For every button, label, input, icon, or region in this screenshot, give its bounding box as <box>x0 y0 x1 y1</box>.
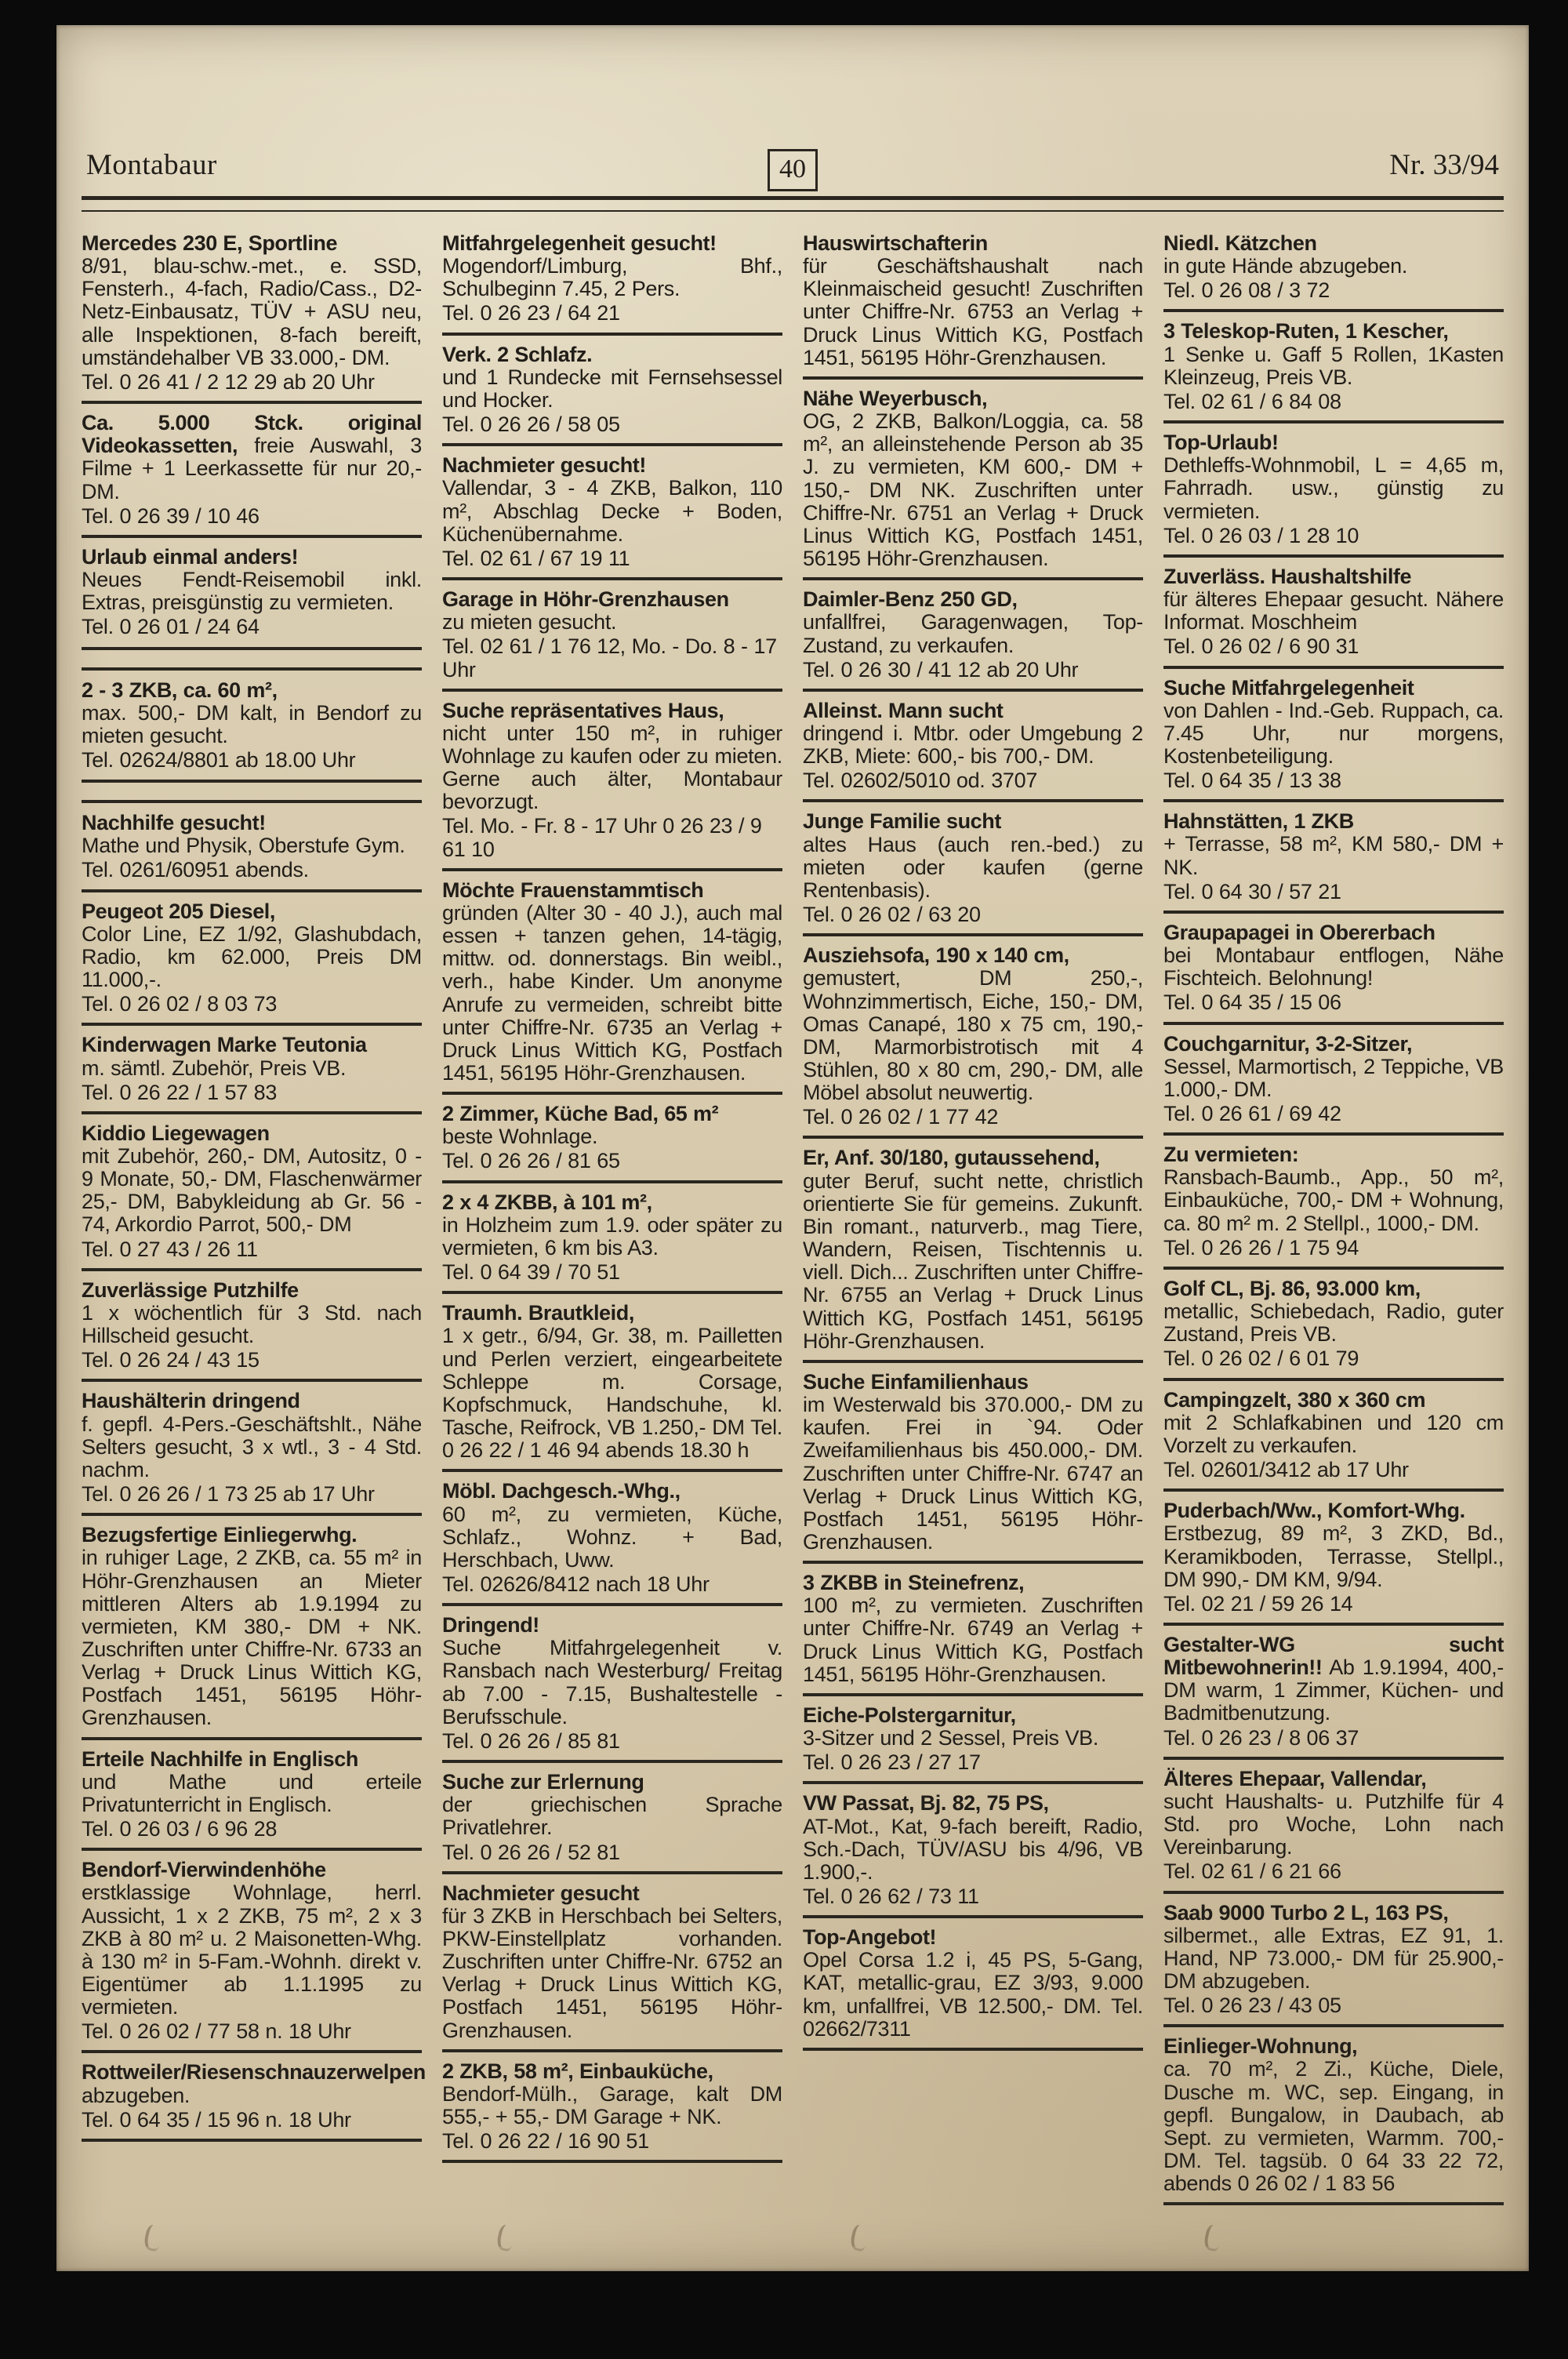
ad-divider <box>82 1023 422 1026</box>
punch-mark <box>849 2223 869 2252</box>
ad-phone: Tel. 0 26 26 / 58 05 <box>442 413 620 437</box>
ad-title: Suche Einfamilienhaus <box>803 1369 1029 1394</box>
classified-ad <box>442 879 782 1085</box>
ad-column-2 <box>442 232 782 2171</box>
ad-divider <box>803 1693 1143 1696</box>
ad-text: mit Zubehör, 260,- DM, Autositz, 0 - 9 Monate, 50,- DM, Flaschenwärmer 25,- DM, Babykleidung ab Gr. 56 - 74, Arkordio Parrot, 500,- DM <box>82 1144 422 1237</box>
ad-text: guter Beruf, sucht nette, christlich orientierte Sie für gemeins. Zukunft. Bin romant., naturverb., mag Tiere, Wandern, Reisen, Tischtennis u. viell. Dich... Zuschriften unter Chiffre-Nr. 6755 an Verlag + Druck Linus Wittich KG, Postfach 1451, 56195 Höhr-Grenzhausen. <box>803 1169 1143 1353</box>
ad-divider <box>82 780 422 803</box>
ad-text: dringend i. Mtbr. oder Umgebung 2 ZKB, Miete: 600,- bis 700,- DM. <box>803 721 1143 769</box>
ad-divider <box>803 1561 1143 1564</box>
ad-text: abzugeben. <box>82 2083 191 2107</box>
page-header <box>56 25 1529 196</box>
ad-divider <box>82 1737 422 1740</box>
ad-phone: Tel. 02601/3412 ab 17 Uhr <box>1163 1458 1409 1482</box>
ad-phone: Tel. 0 27 43 / 26 11 <box>82 1237 258 1261</box>
ad-divider <box>442 1092 782 1095</box>
classified-ad <box>1163 1634 1504 1750</box>
classified-ad <box>803 387 1143 570</box>
ad-title: Bezugsfertige Einliegerwhg. <box>82 1523 358 1547</box>
ad-phone: Tel. 0 26 41 / 2 12 29 ab 20 Uhr <box>82 369 375 394</box>
ad-title: Hahnstätten, 1 ZKB <box>1163 809 1354 834</box>
ad-title: Bendorf-Vierwindenhöhe <box>82 1858 326 1882</box>
ad-divider <box>82 647 422 671</box>
ad-divider <box>442 443 782 446</box>
ad-text: erstklassige Wohnlage, herrl. Aussicht, 1 x 2 ZKB, 75 m², 2 x 3 ZKB à 80 m² u. 2 Maisonetten-Whg. à 130 m² in 5-Fam.-Wohnh. direkt v. Eigentümer ab 1.1.1995 zu vermieten. <box>82 1881 422 2019</box>
classified-ad <box>803 1371 1143 1554</box>
ad-title: Kinderwagen Marke Teutonia <box>82 1033 367 1057</box>
classified-ad <box>1163 2035 1504 2195</box>
punch-mark <box>495 2223 516 2252</box>
classified-ad <box>803 1147 1143 1352</box>
ad-divider <box>442 1871 782 1874</box>
ad-text: 60 m², zu vermieten, Küche, Schlafz., Wohnz. + Bad, Herschbach, Uww. <box>442 1502 782 1572</box>
ad-title: Älteres Ehepaar, Vallendar, <box>1163 1766 1427 1790</box>
ad-phone: Tel. 0 26 26 / 81 65 <box>442 1149 620 1173</box>
ad-title: Nachmieter gesucht <box>442 1881 640 1905</box>
ad-title: Ausziehsofa, 190 x 140 cm, <box>803 943 1069 968</box>
ad-title: Möchte Frauenstammtisch <box>442 878 704 902</box>
classified-ad <box>82 900 422 1016</box>
ad-divider <box>1163 1378 1504 1381</box>
header-divider <box>82 196 1504 212</box>
ad-phone: Tel. 02602/5010 od. 3707 <box>803 769 1038 793</box>
ad-title: Ca. 5.000 Stck. original Videokassetten, <box>82 411 422 458</box>
ad-phone: Tel. 0 26 03 / 1 28 10 <box>1163 523 1359 547</box>
ad-text: im Westerwald bis 370.000,- DM zu kaufen. Frei in `94. Oder Zweifamilienhaus bis 450.000,- DM. Zuschriften unter Chiffre-Nr. 6747 an Verlag + Druck Linus Wittich KG, Postfach 1451, 56195 Höhr-Grenzhausen. <box>803 1393 1143 1554</box>
ad-phone: Tel. 02 21 / 59 26 14 <box>1163 1591 1353 1616</box>
classified-ad <box>82 412 422 528</box>
ad-phone: Tel. 02 61 / 1 76 12, Mo. - Do. 8 - 17 Uhr <box>442 634 777 682</box>
ad-text: f. gepfl. 4-Pers.-Geschäftshlt., Nähe Selters gesucht, 3 x wtl., 3 - 4 Std. nachm. <box>82 1412 422 1481</box>
ad-title: Haushälterin dringend <box>82 1389 300 1413</box>
classified-ad <box>442 1103 782 1172</box>
ad-text: für älteres Ehepaar gesucht. Nähere Informat. Moschheim <box>1163 587 1504 634</box>
ad-text: + Terrasse, 58 m², KM 580,- DM + NK. <box>1163 832 1504 879</box>
ad-title: Nachhilfe gesucht! <box>82 811 266 835</box>
ad-text: sucht Haushalts- u. Putzhilfe für 4 Std. pro Woche, Lohn nach Vereinbarung. <box>1163 1789 1504 1859</box>
ad-text: Color Line, EZ 1/92, Glashubdach, Radio, km 62.000, Preis DM 11.000,-. <box>82 921 422 992</box>
classified-ad <box>1163 810 1504 903</box>
ad-phone: Tel. Mo. - Fr. 8 - 17 Uhr 0 26 23 / 9 61 10 <box>442 814 762 861</box>
ad-text: max. 500,- DM kalt, in Bendorf zu mieten gesucht. <box>82 700 422 747</box>
ad-title: Dringend! <box>442 1613 539 1637</box>
ad-title: Graupapagei in Obererbach <box>1163 920 1436 944</box>
ad-phone: Tel. 0 26 08 / 3 72 <box>1163 278 1330 303</box>
ad-text: 8/91, blau-schw.-met., e. SSD, Fensterh., 4-fach, Radio/Cass., D2-Netz-Einbausatz, TÜV + ASU neu, alle Inspektionen, 8-fach bereift, umständehalber VB 33.000,- DM. <box>82 254 422 369</box>
ad-text: Sessel, Marmortisch, 2 Teppiche, VB 1.000,- DM. <box>1163 1054 1504 1101</box>
ad-phone: Tel. 0 26 24 / 43 15 <box>82 1348 260 1372</box>
ad-divider <box>1163 1891 1504 1894</box>
ad-phone: Tel. 02 61 / 67 19 11 <box>442 546 630 570</box>
ad-phone: Tel. 0 26 23 / 43 05 <box>1163 1994 1341 2018</box>
ad-title: Urlaub einmal anders! <box>82 544 299 569</box>
ad-phone: Tel. 0 64 39 / 70 51 <box>442 1260 620 1285</box>
ad-phone: Tel. 0 26 02 / 6 01 79 <box>1163 1347 1359 1371</box>
ad-text: in gute Hände abzugeben. <box>1163 254 1408 278</box>
classified-ad <box>803 1926 1143 2041</box>
ad-text: unfallfrei, Garagenwagen, Top-Zustand, zu verkaufen. <box>803 610 1143 657</box>
ad-title: Traumh. Brautkleid, <box>442 1301 634 1325</box>
ad-title: Campingzelt, 380 x 360 cm <box>1163 1387 1426 1412</box>
ad-title: Rottweiler/Riesenschnauzerwelpen <box>82 2060 426 2085</box>
ad-title: Daimler-Benz 250 GD, <box>803 587 1018 612</box>
punch-mark <box>142 2223 162 2252</box>
ad-divider <box>1163 911 1504 914</box>
classified-ad <box>442 454 782 570</box>
classified-ad <box>82 2060 426 2132</box>
ad-phone: Tel. 0 26 02 / 1 77 42 <box>803 1105 999 1129</box>
ad-text: OG, 2 ZKB, Balkon/Loggia, ca. 58 m², an alleinstehende Person ab 35 J. zu vermieten, KM 600,- DM + 150,- DM NK. Zuschriften unter Chiffre-Nr. 6751 an Verlag + Druck Linus Wittich KG, Postfach 1451, 56195 Höhr-Grenzhausen. <box>803 409 1143 571</box>
ad-text: bei Montabaur entflogen, Nähe Fischteich. Belohnung! <box>1163 943 1504 990</box>
ad-text: Mogendorf/Limburg, Bhf., Schulbeginn 7.45, 2 Pers. <box>442 254 782 301</box>
ad-text: 1 x getr., 6/94, Gr. 38, m. Pailletten und Perlen verziert, eingearbeitete Schleppe m. Corsage, Kopfschmuck, Handschuhe, kl. Tasche, Reifrock, VB 1.250,- DM Tel. 0 26 22 / 1 46 94 abends 18.30 h <box>442 1324 782 1463</box>
ad-text: nicht unter 150 m², in ruhiger Wohnlage zu kaufen oder zu mieten. Gerne auch älter, Montabaur bevorzugt. <box>442 721 782 814</box>
ad-divider <box>82 2050 422 2053</box>
classified-ad <box>82 1859 422 2043</box>
ad-text: beste Wohnlage. <box>442 1125 598 1149</box>
ad-text: für Geschäftshaushalt nach Kleinmaischeid gesucht! Zuschriften unter Chiffre-Nr. 6753 an Verlag + Druck Linus Wittich KG, Postfach 1451, 56195 Höhr-Grenzhausen. <box>803 254 1143 369</box>
ad-title: Zu vermieten: <box>1163 1143 1299 1167</box>
ad-divider <box>442 1469 782 1472</box>
ad-title: Garage in Höhr-Grenzhausen <box>442 587 729 612</box>
ad-title: Top-Urlaub! <box>1163 431 1279 455</box>
ad-title: Mitfahrgelegenheit gesucht! <box>442 231 717 255</box>
classified-ad <box>803 1572 1143 1686</box>
ad-divider <box>1163 554 1504 558</box>
ad-text: ca. 70 m², 2 Zi., Küche, Diele, Dusche m. WC, sep. Eingang, in gepfl. Bungalow, in Daubach, ab Sept. zu vermieten, Warmm. 700,- DM. Tel. tagsüb. 0 64 33 22 72, abends 0 26 02 / 1 83 56 <box>1163 2057 1504 2196</box>
classified-ad <box>442 2060 782 2154</box>
ad-phone: Tel. 0 64 35 / 15 06 <box>1163 990 1341 1015</box>
ad-text: Vallendar, 3 - 4 ZKB, Balkon, 110 m², Abschlag Decke + Boden, Küchenübernahme. <box>442 476 782 546</box>
ad-phone: Tel. 0 26 23 / 8 06 37 <box>1163 1725 1359 1750</box>
ad-divider <box>442 577 782 580</box>
ad-title: 2 Zimmer, Küche Bad, 65 m² <box>442 1102 719 1126</box>
ad-divider <box>82 1513 422 1516</box>
ad-divider <box>1163 2202 1504 2205</box>
ad-text: metallic, Schiebedach, Radio, guter Zustand, Preis VB. <box>1163 1299 1504 1347</box>
ad-divider <box>82 2139 422 2142</box>
ad-title: Kiddio Liegewagen <box>82 1121 270 1145</box>
ad-divider <box>442 1180 782 1183</box>
ad-divider <box>803 577 1143 580</box>
ad-divider <box>1163 420 1504 423</box>
ad-title: Suche zur Erlernung <box>442 1770 644 1794</box>
ad-text: 3-Sitzer und 2 Sessel, Preis VB. <box>803 1726 1099 1750</box>
ad-title: Golf CL, Bj. 86, 93.000 km, <box>1163 1276 1421 1300</box>
ad-title: Er, Anf. 30/180, gutaussehend, <box>803 1146 1100 1170</box>
ad-title: Gestalter-WG sucht Mitbewohnerin!! <box>1163 1632 1504 1680</box>
ad-phone: Tel. 0 26 26 / 85 81 <box>442 1728 620 1753</box>
ad-divider <box>803 376 1143 380</box>
ad-title: Nähe Weyerbusch, <box>803 386 988 410</box>
ad-text: zu mieten gesucht. <box>442 610 617 634</box>
classified-ad <box>1163 1389 1504 1482</box>
classified-columns <box>56 212 1529 2213</box>
classified-ad <box>442 700 782 861</box>
ad-title: Erteile Nachhilfe in Englisch <box>82 1747 358 1771</box>
ad-phone: Tel. 0 26 39 / 10 46 <box>82 503 260 528</box>
ad-phone: Tel. 0 26 22 / 1 57 83 <box>82 1080 278 1104</box>
ad-text: Neues Fendt-Reisemobil inkl. Extras, preisgünstig zu vermieten. <box>82 568 422 615</box>
ad-divider <box>82 889 422 892</box>
classified-ad <box>803 1704 1143 1774</box>
ad-text: altes Haus (auch ren.-bed.) zu mieten oder kaufen (gerne Rentenbasis). <box>803 832 1143 902</box>
ad-divider <box>1163 1488 1504 1492</box>
ad-text: Mathe und Physik, Oberstufe Gym. <box>82 834 405 858</box>
ad-text: und 1 Rundecke mit Fernsehsessel und Hocker. <box>442 365 782 412</box>
ad-phone: Tel. 0 26 03 / 6 96 28 <box>82 1817 278 1841</box>
ad-text: in Holzheim zum 1.9. oder später zu vermieten, 6 km bis A3. <box>442 1212 782 1259</box>
ad-title: Alleinst. Mann sucht <box>803 698 1004 722</box>
ad-text: Ab 1.9.1994, 400,- DM warm, 1 Zimmer, Küchen- und Badmitbenutzung. <box>1163 1656 1504 1725</box>
ad-text: m. sämtl. Zubehör, Preis VB. <box>82 1056 347 1080</box>
ad-divider <box>803 1360 1143 1363</box>
classified-ad <box>442 343 782 437</box>
ad-divider <box>1163 1022 1504 1025</box>
ad-text: Ransbach-Baumb., App., 50 m², Einbauküche, 700,- DM + Wohnung, ca. 80 m² m. 2 Stellpl., 1000,- DM. <box>1163 1165 1504 1235</box>
ad-phone: Tel. 0 26 02 / 63 20 <box>803 903 981 927</box>
ad-text: von Dahlen - Ind.-Geb. Ruppach, ca. 7.45 Uhr, nur morgens, Kostenbeteiligung. <box>1163 698 1504 768</box>
ad-text: Erstbezug, 89 m², 3 ZKD, Bd., Keramikboden, Terrasse, Stellpl., DM 990,- DM KM, 9/94. <box>1163 1521 1504 1591</box>
ad-phone: Tel. 02 61 / 6 84 08 <box>1163 389 1341 413</box>
classified-ad <box>1163 565 1504 659</box>
ad-title: 2 ZKB, 58 m², Einbauküche, <box>442 2059 713 2083</box>
ad-phone: Tel. 0 26 61 / 69 42 <box>1163 1102 1341 1125</box>
classified-ad <box>1163 431 1504 547</box>
ad-phone: Tel. 0 26 62 / 73 11 <box>803 1885 979 1908</box>
ad-phone: Tel. 0 64 35 / 13 38 <box>1163 769 1341 793</box>
ad-divider <box>82 1268 422 1271</box>
ad-title: Junge Familie sucht <box>803 809 1001 834</box>
classified-ad <box>1163 1499 1504 1616</box>
ad-title: Saab 9000 Turbo 2 L, 163 PS, <box>1163 1900 1449 1925</box>
ad-title: Suche repräsentatives Haus, <box>442 698 724 722</box>
ad-column-1 <box>82 231 426 2150</box>
classified-ad <box>803 1792 1143 1908</box>
ad-column-3 <box>803 232 1143 2059</box>
ad-text: für 3 ZKB in Herschbach bei Selters, PKW-Einstellplatz vorhanden. Zuschriften unter Chiffre-Nr. 6752 an Verlag + Druck Linus Wittich KG, Postfach 1451, 56195 Höhr-Grenzhausen. <box>442 1903 782 2042</box>
classified-ad <box>803 232 1143 369</box>
classified-ad <box>803 810 1143 926</box>
ad-divider <box>803 1136 1143 1139</box>
ad-divider <box>1163 799 1504 802</box>
ad-divider <box>442 689 782 692</box>
ad-divider <box>1163 1623 1504 1626</box>
ad-divider <box>803 933 1143 936</box>
ad-phone: Tel. 0 64 30 / 57 21 <box>1163 879 1341 903</box>
classified-ad <box>1163 1902 1504 2018</box>
ad-text: Suche Mitfahrgelegenheit v. Ransbach nach Westerburg/ Freitag ab 7.00 - 7.15, Bushaltestelle - Berufsschule. <box>442 1636 782 1728</box>
ad-title: Niedl. Kätzchen <box>1163 231 1317 255</box>
ad-title: Puderbach/Ww., Komfort-Whg. <box>1163 1499 1465 1523</box>
ad-text: und Mathe und erteile Privatunterricht in Englisch. <box>82 1769 422 1816</box>
page-number-box: 40 <box>768 149 818 191</box>
ad-divider <box>1163 666 1504 669</box>
ad-phone: Tel. 0 26 01 / 24 64 <box>82 615 260 639</box>
classified-ad <box>82 546 422 639</box>
ad-title: 3 ZKBB in Steinefrenz, <box>803 1571 1025 1595</box>
ad-divider <box>442 2049 782 2052</box>
ad-phone: Tel. 02624/8801 ab 18.00 Uhr <box>82 747 356 772</box>
classified-ad <box>1163 1768 1504 1884</box>
ad-text: freie Auswahl, 3 Filme + 1 Leerkassette für nur 20,- DM. <box>82 434 422 503</box>
classified-ad <box>803 700 1143 793</box>
classified-ad <box>442 1191 782 1285</box>
newspaper-page <box>56 25 1529 2271</box>
ad-divider <box>1163 1757 1504 1760</box>
ad-text: Opel Corsa 1.2 i, 45 PS, 5-Gang, KAT, metallic-grau, EZ 3/93, 9.000 km, unfallfrei, VB 12.500,- DM. Tel. 02662/7311 <box>803 1948 1143 2041</box>
ad-title: Couchgarnitur, 3-2-Sitzer, <box>1163 1031 1413 1056</box>
ad-title: Einlieger-Wohnung, <box>1163 2034 1358 2059</box>
classified-ad <box>82 1034 422 1103</box>
ad-phone: Tel. 0 26 26 / 1 73 25 ab 17 Uhr <box>82 1482 375 1507</box>
classified-ad <box>82 1748 422 1841</box>
ad-divider <box>442 1291 782 1294</box>
ad-title: Hauswirtschafterin <box>803 231 988 255</box>
ad-text: mit 2 Schlafkabinen und 120 cm Vorzelt zu verkaufen. <box>1163 1410 1504 1457</box>
ad-text: in ruhiger Lage, 2 ZKB, ca. 55 m² in Höhr-Grenzhausen an Mieter mittleren Alters ab 1.9.1994 zu vermieten, KM 380,- DM + NK. Zuschriften unter Chiffre-Nr. 6733 an Verlag + Druck Linus Wittich KG, Postfach 1451, 56195 Höhr-Grenzhausen. <box>82 1546 422 1730</box>
classified-ad <box>1163 1278 1504 1371</box>
ad-divider <box>442 1760 782 1763</box>
ad-phone: Tel. 0 26 02 / 6 90 31 <box>1163 634 1359 659</box>
ad-divider <box>1163 309 1504 312</box>
ad-phone: Tel. 0 26 02 / 77 58 n. 18 Uhr <box>82 2019 351 2044</box>
classified-ad <box>82 1122 422 1261</box>
ad-title: Möbl. Dachgesch.-Whg., <box>442 1479 681 1503</box>
ad-text: 100 m², zu vermieten. Zuschriften unter Chiffre-Nr. 6749 an Verlag + Druck Linus Wittich KG, Postfach 1451, 56195 Höhr-Grenzhausen. <box>803 1594 1143 1686</box>
ad-title: Eiche-Polstergarnitur, <box>803 1703 1016 1727</box>
classified-ad <box>82 1279 422 1372</box>
ad-title: Verk. 2 Schlafz. <box>442 342 593 366</box>
classified-ad <box>82 1390 422 1506</box>
issue-number: Nr. 33/94 <box>1389 149 1499 181</box>
ad-title: Zuverlässige Putzhilfe <box>82 1278 299 1302</box>
ad-phone: Tel. 0 64 35 / 15 96 n. 18 Uhr <box>82 2107 351 2132</box>
ad-title: VW Passat, Bj. 82, 75 PS, <box>803 1791 1049 1816</box>
ad-phone: Tel. 0 26 23 / 27 17 <box>803 1750 981 1775</box>
ad-phone: Tel. 0 26 26 / 52 81 <box>442 1840 620 1864</box>
ad-column-4 <box>1163 232 1504 2213</box>
ad-divider <box>803 689 1143 692</box>
ad-title: 2 x 4 ZKBB, à 101 m², <box>442 1190 652 1214</box>
ad-divider <box>803 799 1143 802</box>
ad-divider <box>1163 1132 1504 1136</box>
ad-divider <box>82 1111 422 1114</box>
ad-divider <box>82 1379 422 1382</box>
ad-text: 1 Senke u. Gaff 5 Rollen, 1Kasten Kleinzeug, Preis VB. <box>1163 342 1504 389</box>
classified-ad <box>442 1771 782 1864</box>
classified-ad <box>1163 921 1504 1015</box>
ad-divider <box>442 2160 782 2163</box>
classified-ad <box>1163 320 1504 413</box>
ad-title: Mercedes 230 E, Sportline <box>82 231 338 255</box>
classified-ad <box>442 588 782 682</box>
ad-text: gemustert, DM 250,-, Wohnzimmertisch, Eiche, 150,- DM, Omas Canapé, 180 x 75 cm, 190,- DM, Marmorbistrotisch mit 4 Stühlen, 80 x 80 cm, 290,- DM, alle Möbel absolut neuwertig. <box>803 966 1143 1105</box>
classified-ad <box>1163 232 1504 302</box>
ad-phone: Tel. 0 26 26 / 1 75 94 <box>1163 1235 1359 1259</box>
classified-ad <box>1163 1033 1504 1126</box>
classified-ad <box>1163 1143 1504 1259</box>
ad-title: Peugeot 205 Diesel, <box>82 899 276 923</box>
ad-divider <box>442 868 782 871</box>
ad-text: silbermet., alle Extras, EZ 91, 1. Hand, NP 73.000,- DM für 25.900,- DM abzugeben. <box>1163 1923 1504 1993</box>
ad-phone: Tel. 0 26 22 / 16 90 51 <box>442 2129 649 2154</box>
publication-name: Montabaur <box>86 149 217 181</box>
ad-title: 3 Teleskop-Ruten, 1 Kescher, <box>1163 319 1449 343</box>
ad-title: 2 - 3 ZKB, ca. 60 m², <box>82 678 278 702</box>
ad-text: gründen (Alter 30 - 40 J.), auch mal essen + tanzen gehen, 14-tägig, mittw. od. donnerstags. Bin weibl., verh., habe Kinder. Um anonyme Anrufe zu vermeiden, schreibt bitte unter Chiffre-Nr. 6735 an Verlag + Druck Linus Wittich KG, Postfach 1451, 56195 Höhr-Grenzhausen. <box>442 900 782 1085</box>
ad-phone: Tel. 02 61 / 6 21 66 <box>1163 1859 1341 1884</box>
ad-title: Zuverläss. Haushaltshilfe <box>1163 564 1412 588</box>
punch-mark <box>1203 2223 1223 2252</box>
classified-ad <box>82 679 422 772</box>
classified-ad <box>82 1524 422 1729</box>
ad-phone: Tel. 0 26 02 / 8 03 73 <box>82 992 278 1016</box>
ad-phone: Tel. 02626/8412 nach 18 Uhr <box>442 1572 710 1596</box>
ad-divider <box>82 401 422 404</box>
ad-phone: Tel. 0 26 30 / 41 12 ab 20 Uhr <box>803 657 1079 682</box>
classified-ad <box>82 232 422 394</box>
ad-divider <box>803 1781 1143 1784</box>
ad-divider <box>82 535 422 538</box>
ad-text: AT-Mot., Kat, 9-fach bereift, Radio, Sch.-Dach, TÜV/ASU bis 4/96, VB 1.900,-. <box>803 1814 1143 1884</box>
ad-divider <box>803 2048 1143 2051</box>
classified-ad <box>803 588 1143 682</box>
ad-divider <box>442 1603 782 1606</box>
classified-ad <box>442 1614 782 1753</box>
classified-ad <box>803 944 1143 1129</box>
ad-text: Bendorf-Mülh., Garage, kalt DM 555,- + 55,- DM Garage + NK. <box>442 2081 782 2129</box>
classified-ad <box>442 1302 782 1462</box>
classified-ad <box>1163 677 1504 793</box>
classified-ad <box>442 1882 782 2042</box>
ad-title: Nachmieter gesucht! <box>442 453 646 478</box>
classified-ad <box>442 232 782 325</box>
ad-phone: Tel. 0261/60951 abends. <box>82 858 309 882</box>
ad-divider <box>82 1848 422 1851</box>
ad-phone: Tel. 0 26 23 / 64 21 <box>442 301 620 325</box>
ad-title: Top-Angebot! <box>803 1925 937 1950</box>
ad-title: Suche Mitfahrgelegenheit <box>1163 675 1414 700</box>
ad-divider <box>1163 2024 1504 2027</box>
ad-divider <box>1163 1267 1504 1270</box>
ad-text: Dethleffs-Wohnmobil, L = 4,65 m, Fahrradh. usw., günstig zu vermieten. <box>1163 453 1504 523</box>
ad-text: der griechischen Sprache Privatlehrer. <box>442 1793 782 1840</box>
classified-ad <box>82 812 422 881</box>
ad-text: 1 x wöchentlich für 3 Std. nach Hillscheid gesucht. <box>82 1300 422 1348</box>
classified-ad <box>442 1480 782 1596</box>
ad-divider <box>442 333 782 336</box>
ad-divider <box>803 1915 1143 1918</box>
